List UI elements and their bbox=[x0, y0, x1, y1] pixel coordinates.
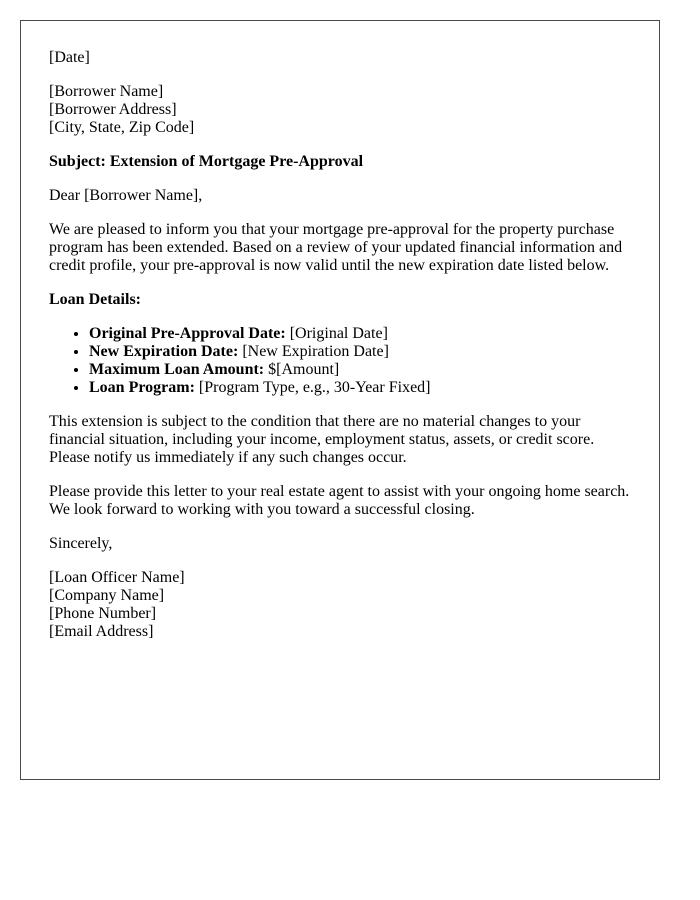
paragraph-line: program has been extended. Based on a review of your updated financial information and bbox=[49, 239, 623, 256]
paragraph-line: We look forward to working with you toward a successful closing. bbox=[49, 501, 475, 518]
signoff-block bbox=[49, 535, 631, 553]
loan-detail-item bbox=[89, 325, 631, 343]
paragraph-line: We are pleased to inform you that your mortgage pre-approval for the property purchase bbox=[49, 221, 615, 238]
loan-detail-item bbox=[89, 343, 631, 361]
letter-date-block bbox=[49, 49, 631, 67]
letter-date: [Date] bbox=[49, 49, 90, 66]
loan-detail-label: New Expiration Date: bbox=[89, 343, 239, 360]
closing-paragraph bbox=[49, 483, 631, 519]
loan-detail-item bbox=[89, 361, 631, 379]
loan-detail-item bbox=[89, 379, 631, 397]
loan-officer-name: [Loan Officer Name] bbox=[49, 569, 185, 586]
recipient-address: [Borrower Address] bbox=[49, 101, 177, 118]
paragraph-line: financial situation, including your income, employment status, assets, or credit score. bbox=[49, 431, 595, 448]
loan-detail-label: Original Pre-Approval Date: bbox=[89, 325, 286, 342]
loan-detail-value: [Program Type, e.g., 30-Year Fixed] bbox=[194, 379, 431, 396]
letter-page bbox=[20, 20, 660, 780]
recipient-name: [Borrower Name] bbox=[49, 83, 164, 100]
recipient-city-state-zip: [City, State, Zip Code] bbox=[49, 119, 195, 136]
letter-signoff: Sincerely, bbox=[49, 535, 113, 552]
loan-details-list bbox=[49, 325, 631, 397]
letter-subject: Subject: Extension of Mortgage Pre-Approval bbox=[49, 153, 364, 170]
paragraph-line: Please provide this letter to your real estate agent to assist with your ongoing home search. bbox=[49, 483, 630, 500]
company-name: [Company Name] bbox=[49, 587, 165, 604]
recipient-address-block bbox=[49, 83, 631, 137]
salutation-block bbox=[49, 187, 631, 205]
paragraph-line: This extension is subject to the condition that there are no material changes to your bbox=[49, 413, 581, 430]
signature-block bbox=[49, 569, 631, 641]
loan-detail-label: Maximum Loan Amount: bbox=[89, 361, 265, 378]
intro-paragraph bbox=[49, 221, 631, 275]
condition-paragraph bbox=[49, 413, 631, 467]
details-heading-block bbox=[49, 291, 631, 309]
phone-number: [Phone Number] bbox=[49, 605, 157, 622]
loan-detail-value: [New Expiration Date] bbox=[238, 343, 389, 360]
email-address: [Email Address] bbox=[49, 623, 154, 640]
paragraph-line: Please notify us immediately if any such changes occur. bbox=[49, 449, 407, 466]
subject-block bbox=[49, 153, 631, 171]
paragraph-line: credit profile, your pre-approval is now valid until the new expiration date listed below. bbox=[49, 257, 610, 274]
loan-detail-value: [Original Date] bbox=[285, 325, 388, 342]
loan-details-heading: Loan Details: bbox=[49, 291, 141, 308]
letter-salutation: Dear [Borrower Name], bbox=[49, 187, 203, 204]
loan-detail-label: Loan Program: bbox=[89, 379, 195, 396]
loan-detail-value: $[Amount] bbox=[264, 361, 340, 378]
